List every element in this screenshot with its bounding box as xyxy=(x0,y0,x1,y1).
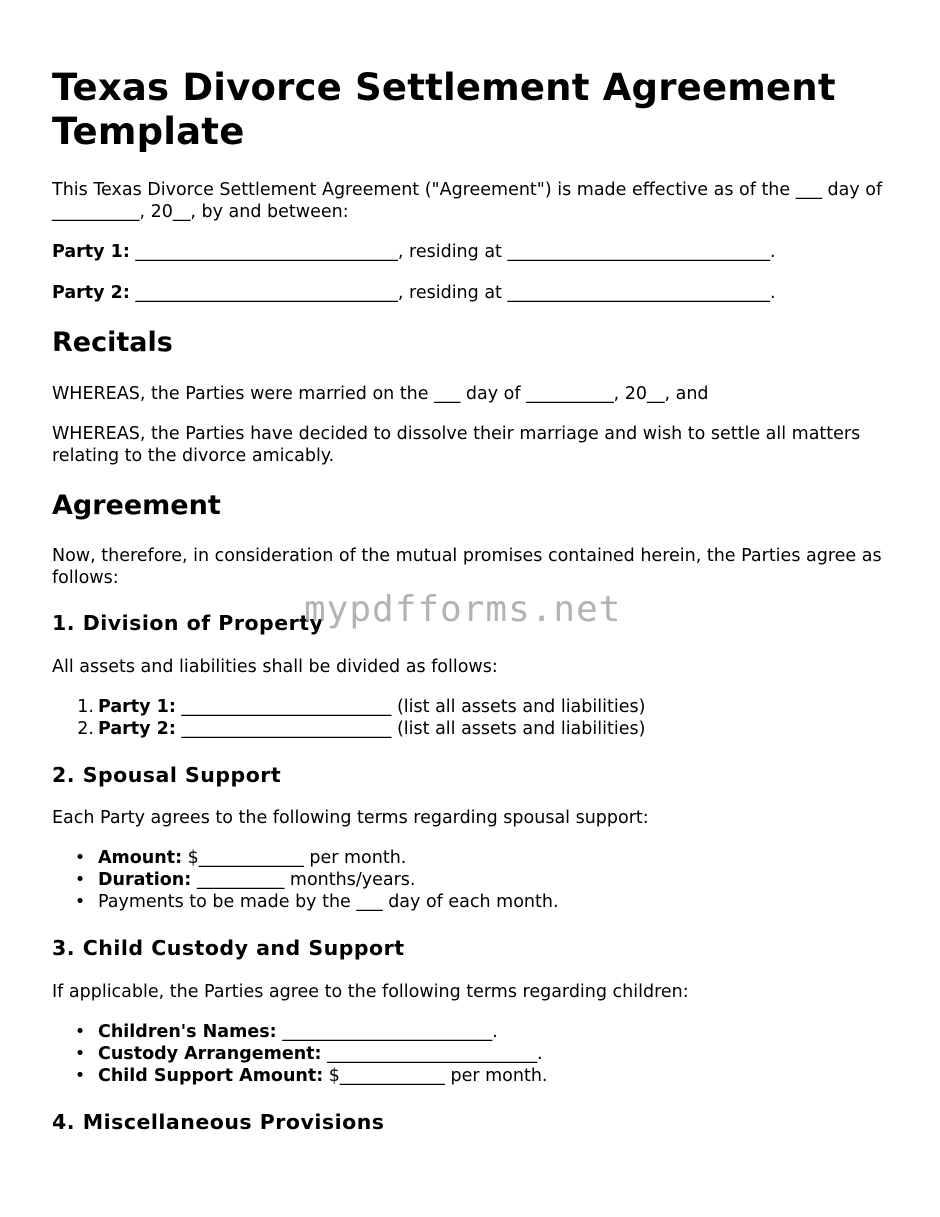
list-item xyxy=(52,1065,888,1087)
list-item-text: $____________ per month. xyxy=(182,848,407,868)
watermark: mypdfforms.net xyxy=(304,589,622,630)
list-number: 1. xyxy=(77,697,94,717)
section-heading-miscellaneous: 4. Miscellaneous Provisions xyxy=(52,1110,385,1134)
list-item-text: ________________________ (list all assets and liabilities) xyxy=(175,719,646,739)
recitals-heading: Recitals xyxy=(52,327,173,358)
intro-paragraph: This Texas Divorce Settlement Agreement ("Agreement") is made effective as of the ___ day of __________, 20__, by and between: xyxy=(52,180,883,222)
party-1-blanks: ______________________________, residing at ______________________________. xyxy=(129,242,776,262)
recital-paragraph: WHEREAS, the Parties were married on the ___ day of __________, 20__, and xyxy=(52,384,709,404)
list-item xyxy=(52,847,888,869)
bullet-icon: • xyxy=(74,870,86,890)
bullet-icon: • xyxy=(74,1044,86,1064)
party-2-line xyxy=(52,283,888,305)
spousal-list xyxy=(52,847,888,913)
list-item xyxy=(52,696,888,718)
agreement-heading: Agreement xyxy=(52,490,221,521)
recital-paragraph: WHEREAS, the Parties have decided to dissolve their marriage and wish to settle all matters relating to the divorce amicably. xyxy=(52,424,861,466)
list-item-label: Custody Arrangement: xyxy=(98,1044,322,1064)
list-item-label: Amount: xyxy=(98,848,183,868)
bullet-icon: • xyxy=(74,1022,86,1042)
list-item xyxy=(52,1021,888,1043)
party-1-label: Party 1: xyxy=(52,242,130,262)
agreement-intro: Now, therefore, in consideration of the mutual promises contained herein, the Parties agree as follows: xyxy=(52,546,882,588)
section-heading-child-custody: 3. Child Custody and Support xyxy=(52,936,405,960)
list-item-text: ________________________. xyxy=(321,1044,543,1064)
list-item-label: Children's Names: xyxy=(98,1022,277,1042)
list-item-text: Payments to be made by the ___ day of each month. xyxy=(98,892,559,912)
bullet-icon: • xyxy=(74,848,86,868)
party-1-line xyxy=(52,242,888,264)
custody-intro: If applicable, the Parties agree to the following terms regarding children: xyxy=(52,982,689,1002)
list-item-label: Duration: xyxy=(98,870,192,890)
party-2-blanks: ______________________________, residing at ______________________________. xyxy=(129,283,776,303)
list-item-text: ________________________. xyxy=(276,1022,498,1042)
bullet-icon: • xyxy=(74,1066,86,1086)
party-2-label: Party 2: xyxy=(52,283,130,303)
list-item xyxy=(52,891,888,913)
list-item-text: ________________________ (list all assets and liabilities) xyxy=(175,697,646,717)
spousal-intro: Each Party agrees to the following terms regarding spousal support: xyxy=(52,808,649,828)
section-heading-property: 1. Division of Property xyxy=(52,611,324,635)
section-heading-spousal-support: 2. Spousal Support xyxy=(52,763,282,787)
list-item-label: Child Support Amount: xyxy=(98,1066,324,1086)
list-item-label: Party 2: xyxy=(98,719,176,739)
list-number: 2. xyxy=(77,719,94,739)
custody-list xyxy=(52,1021,888,1087)
list-item xyxy=(52,1043,888,1065)
list-item-text: $____________ per month. xyxy=(323,1066,548,1086)
list-item xyxy=(52,718,888,740)
page-title: Texas Divorce Settlement Agreement Template xyxy=(52,66,836,153)
list-item xyxy=(52,869,888,891)
list-item-text: __________ months/years. xyxy=(191,870,416,890)
bullet-icon: • xyxy=(74,892,86,912)
property-list xyxy=(52,696,888,740)
property-intro: All assets and liabilities shall be divided as follows: xyxy=(52,657,498,677)
list-item-label: Party 1: xyxy=(98,697,176,717)
